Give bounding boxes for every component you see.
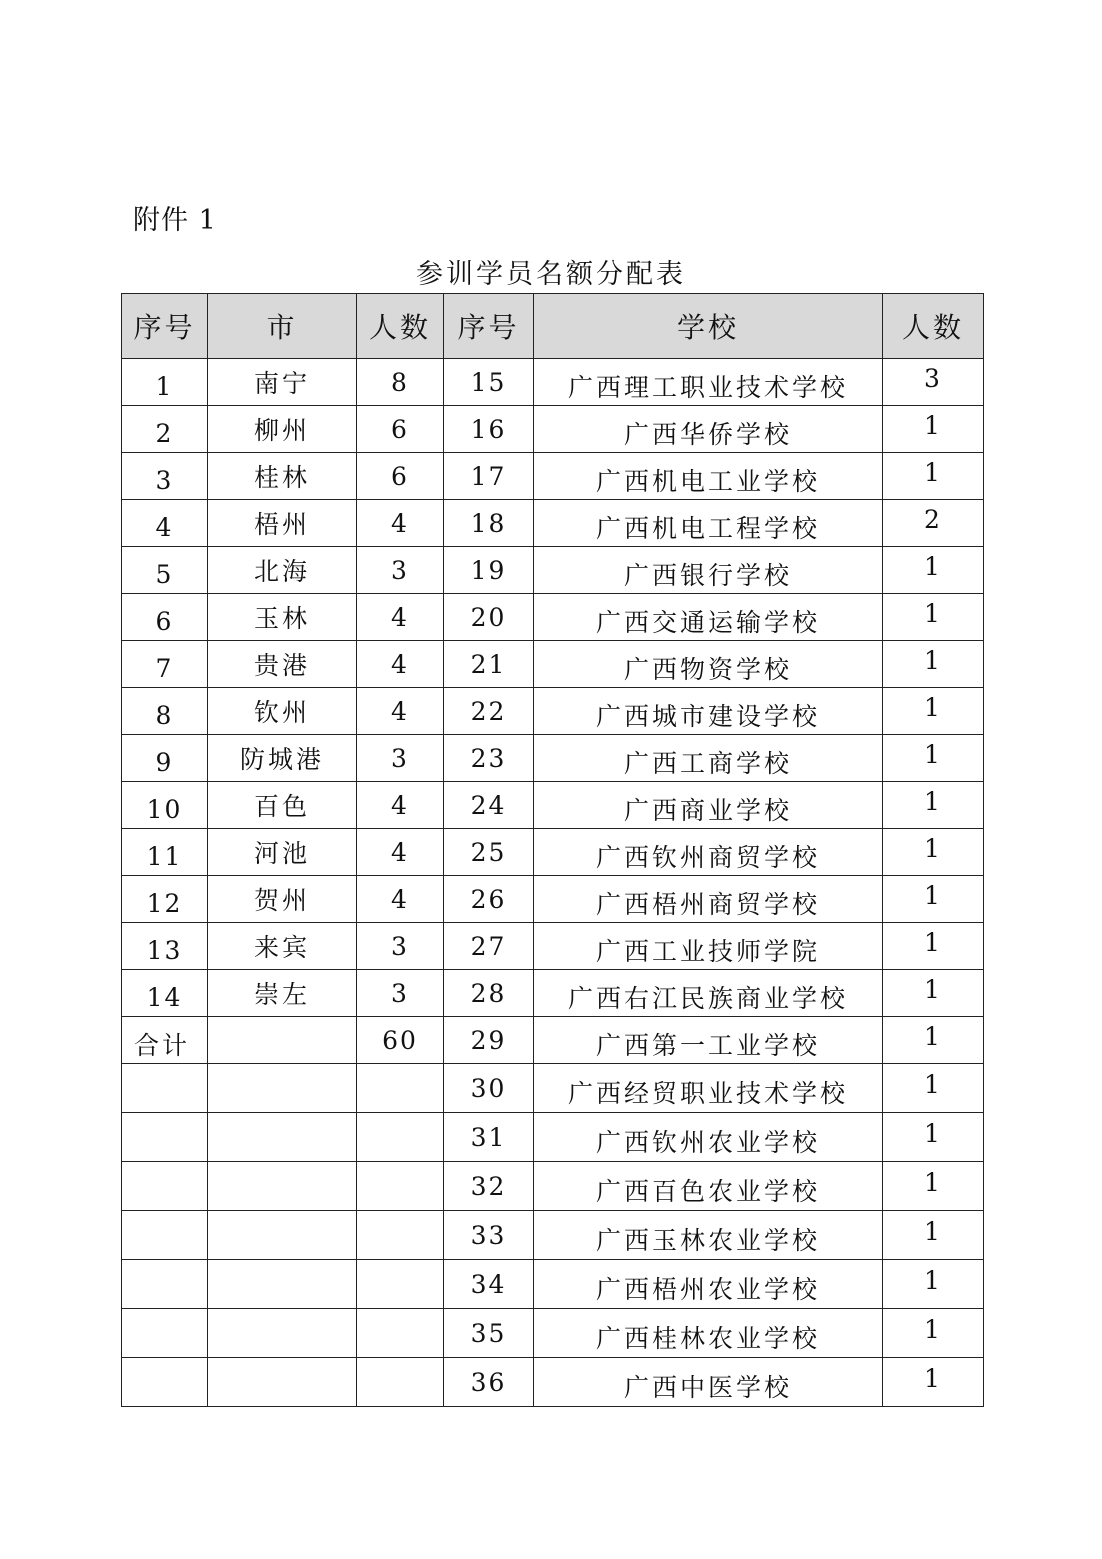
school-name-cell-text: 广西右江民族商业学校 (567, 984, 848, 1013)
city-name-cell (208, 359, 357, 406)
city-count-cell-text: 4 (391, 508, 409, 538)
city-count-cell-text: 4 (391, 837, 409, 867)
school-name-cell-text: 广西梧州商贸学校 (595, 890, 820, 919)
school-index-cell-text: 29 (470, 1025, 507, 1055)
school-name-cell-text: 广西钦州商贸学校 (595, 843, 820, 872)
city-name-cell (208, 547, 357, 594)
school-index-cell-text: 26 (470, 884, 507, 914)
school-index-cell-text: 36 (470, 1367, 507, 1397)
city-index-cell (122, 786, 208, 833)
school-index-cell (444, 641, 534, 688)
empty-cell (357, 1162, 444, 1211)
school-count-cell (883, 684, 984, 731)
city-count-cell-text: 4 (391, 696, 409, 726)
school-count-cell-text: 1 (924, 410, 942, 440)
empty-cell (122, 1113, 208, 1162)
city-index-cell (122, 974, 208, 1021)
school-index-cell-text: 16 (470, 414, 507, 444)
school-count-cell-text: 1 (924, 1216, 942, 1246)
total-label-cell-text: 合计 (134, 1031, 191, 1060)
city-count-cell (357, 876, 444, 923)
school-index-cell (444, 500, 534, 547)
total-count-cell (357, 1017, 444, 1064)
city-count-cell (357, 782, 444, 829)
school-name-cell (534, 1021, 883, 1068)
city-name-cell-text: 南宁 (253, 369, 310, 398)
school-index-cell-text: 22 (470, 696, 507, 726)
school-count-cell-text: 1 (924, 551, 942, 581)
city-index-cell (122, 880, 208, 927)
school-name-cell-text: 广西交通运输学校 (595, 608, 820, 637)
school-name-cell (534, 739, 883, 786)
city-count-cell (357, 688, 444, 735)
table-row (122, 829, 984, 876)
school-name-cell-text: 广西理工职业技术学校 (567, 373, 848, 402)
city-index-cell (122, 833, 208, 880)
school-count-cell (883, 825, 984, 872)
city-name-cell (208, 735, 357, 782)
school-count-cell (883, 637, 984, 684)
school-name-cell (534, 833, 883, 880)
city-index-cell (122, 504, 208, 551)
school-count-cell-text: 1 (924, 739, 942, 769)
city-index-cell (122, 410, 208, 457)
school-count-cell (883, 872, 984, 919)
school-name-cell-text: 广西工商学校 (623, 749, 792, 778)
city-count-cell (357, 359, 444, 406)
school-count-cell-text: 1 (924, 833, 942, 863)
school-name-cell (534, 692, 883, 739)
table-row (122, 782, 984, 829)
city-index-cell-text: 2 (155, 418, 174, 448)
city-index-cell-text: 7 (155, 653, 174, 683)
school-index-cell (444, 359, 534, 406)
school-count-cell-text: 1 (924, 598, 942, 628)
city-count-cell (357, 641, 444, 688)
school-count-cell (883, 731, 984, 778)
city-name-cell-text: 百色 (253, 792, 310, 821)
school-name-cell (534, 786, 883, 833)
table-row (122, 641, 984, 688)
school-index-cell (444, 406, 534, 453)
header-school-index: 序号 (444, 294, 534, 359)
school-name-cell (534, 551, 883, 598)
empty-cell (357, 1113, 444, 1162)
school-count-cell-text: 2 (924, 504, 942, 534)
city-name-cell (208, 829, 357, 876)
school-name-cell (534, 410, 883, 457)
school-name-cell (534, 1068, 883, 1117)
city-index-cell (122, 739, 208, 786)
city-count-cell-text: 4 (391, 884, 409, 914)
city-count-cell-text: 6 (391, 461, 409, 491)
total-count-cell-text: 60 (382, 1025, 418, 1055)
table-row (122, 406, 984, 453)
empty-cell (357, 1211, 444, 1260)
table-row (122, 876, 984, 923)
empty-cell (357, 1064, 444, 1113)
school-index-cell (444, 1309, 534, 1358)
school-name-cell-text: 广西机电工业学校 (595, 467, 820, 496)
city-name-cell (208, 923, 357, 970)
school-index-cell (444, 970, 534, 1017)
city-name-cell (208, 641, 357, 688)
city-count-cell (357, 970, 444, 1017)
city-name-cell (208, 406, 357, 453)
header-city-count: 人数 (357, 294, 444, 359)
school-name-cell (534, 927, 883, 974)
school-count-cell (883, 1256, 984, 1305)
school-name-cell (534, 598, 883, 645)
document-title: 参训学员名额分配表 (416, 259, 686, 290)
city-name-cell (208, 782, 357, 829)
city-count-cell (357, 923, 444, 970)
school-index-cell (444, 923, 534, 970)
city-count-cell (357, 829, 444, 876)
school-index-cell-text: 33 (470, 1220, 507, 1250)
school-count-cell (883, 1207, 984, 1256)
empty-cell (208, 1309, 357, 1358)
city-index-cell (122, 645, 208, 692)
school-count-cell (883, 355, 984, 402)
table-row (122, 453, 984, 500)
table-body (122, 359, 984, 1407)
table-row (122, 735, 984, 782)
school-count-cell-text: 1 (924, 1069, 942, 1099)
school-count-cell (883, 1305, 984, 1354)
city-index-cell (122, 598, 208, 645)
school-index-cell-text: 21 (470, 649, 507, 679)
school-name-cell (534, 880, 883, 927)
table-row (122, 688, 984, 735)
city-name-cell (208, 688, 357, 735)
school-name-cell-text: 广西百色农业学校 (595, 1177, 820, 1206)
city-index-cell-text: 3 (155, 465, 174, 495)
table-row (122, 359, 984, 406)
school-index-cell (444, 1358, 534, 1407)
school-index-cell (444, 876, 534, 923)
school-name-cell-text: 广西银行学校 (623, 561, 792, 590)
empty-cell (357, 1260, 444, 1309)
header-city-index: 序号 (122, 294, 208, 359)
school-index-cell-text: 15 (470, 367, 507, 397)
empty-cell (122, 1162, 208, 1211)
city-index-cell (122, 692, 208, 739)
city-name-cell (208, 594, 357, 641)
city-count-cell (357, 453, 444, 500)
city-name-cell-text: 梧州 (253, 510, 310, 539)
school-name-cell-text: 广西商业学校 (623, 796, 792, 825)
city-name-cell-text: 柳州 (253, 416, 310, 445)
city-index-cell-text: 9 (155, 747, 174, 777)
school-index-cell (444, 1113, 534, 1162)
school-name-cell-text: 广西钦州农业学校 (595, 1128, 820, 1157)
school-count-cell (883, 1158, 984, 1207)
city-index-cell-text: 11 (146, 841, 183, 871)
city-count-cell-text: 3 (391, 931, 409, 961)
school-index-cell (444, 547, 534, 594)
school-index-cell-text: 25 (470, 837, 507, 867)
city-name-cell-text: 钦州 (253, 698, 310, 727)
city-name-cell-text: 桂林 (253, 463, 310, 492)
school-index-cell (444, 1260, 534, 1309)
empty-cell (122, 1211, 208, 1260)
city-index-cell-text: 1 (155, 371, 174, 401)
city-index-cell-text: 6 (155, 606, 174, 636)
empty-cell (208, 1260, 357, 1309)
empty-cell (208, 1358, 357, 1407)
city-index-cell (122, 927, 208, 974)
table-header-row (122, 294, 984, 359)
city-name-cell (208, 453, 357, 500)
city-index-cell-text: 10 (146, 794, 183, 824)
school-count-cell (883, 590, 984, 637)
school-index-cell-text: 30 (470, 1073, 507, 1103)
school-name-cell (534, 363, 883, 410)
school-index-cell-text: 20 (470, 602, 507, 632)
city-count-cell-text: 3 (391, 555, 409, 585)
school-count-cell (883, 1354, 984, 1403)
empty-cell (208, 1211, 357, 1260)
city-name-cell-text: 崇左 (253, 980, 310, 1009)
school-name-cell (534, 504, 883, 551)
school-count-cell-text: 1 (924, 457, 942, 487)
city-name-cell-text: 北海 (253, 557, 310, 586)
empty-cell (208, 1162, 357, 1211)
city-count-cell-text: 3 (391, 743, 409, 773)
school-name-cell-text: 广西经贸职业技术学校 (567, 1079, 848, 1108)
empty-cell (122, 1064, 208, 1113)
school-count-cell-text: 1 (924, 880, 942, 910)
school-count-cell-text: 1 (924, 1363, 942, 1393)
school-index-cell (444, 1162, 534, 1211)
attachment-label: 附件 1 (133, 205, 217, 236)
school-name-cell (534, 974, 883, 1021)
school-name-cell-text: 广西第一工业学校 (595, 1031, 820, 1060)
empty-cell (208, 1064, 357, 1113)
school-count-cell-text: 1 (924, 1265, 942, 1295)
school-name-cell-text: 广西梧州农业学校 (595, 1275, 820, 1304)
city-count-cell (357, 406, 444, 453)
school-index-cell-text: 27 (470, 931, 507, 961)
school-name-cell (534, 1313, 883, 1362)
school-name-cell-text: 广西城市建设学校 (595, 702, 820, 731)
city-count-cell-text: 3 (391, 978, 409, 1008)
city-index-cell-text: 12 (146, 888, 183, 918)
table-row (122, 1260, 984, 1309)
empty-cell (357, 1309, 444, 1358)
empty-cell (208, 1113, 357, 1162)
table-row (122, 923, 984, 970)
school-count-cell (883, 1109, 984, 1158)
city-count-cell (357, 594, 444, 641)
school-count-cell (883, 449, 984, 496)
city-name-cell-text: 河池 (253, 839, 310, 868)
school-index-cell-text: 28 (470, 978, 507, 1008)
school-index-cell-text: 23 (470, 743, 507, 773)
school-index-cell (444, 1211, 534, 1260)
city-name-cell (208, 970, 357, 1017)
city-name-cell-text: 来宾 (253, 933, 310, 962)
city-index-cell-text: 13 (146, 935, 183, 965)
empty-cell (122, 1358, 208, 1407)
school-count-cell (883, 1060, 984, 1109)
city-name-cell (208, 876, 357, 923)
city-count-cell-text: 4 (391, 790, 409, 820)
school-name-cell-text: 广西机电工程学校 (595, 514, 820, 543)
city-count-cell (357, 500, 444, 547)
school-count-cell-text: 1 (924, 645, 942, 675)
school-name-cell-text: 广西中医学校 (623, 1373, 792, 1402)
city-count-cell-text: 4 (391, 602, 409, 632)
header-school: 学校 (534, 294, 883, 359)
school-index-cell (444, 1017, 534, 1064)
school-count-cell-text: 1 (924, 1314, 942, 1344)
school-count-cell-text: 1 (924, 692, 942, 722)
school-count-cell (883, 496, 984, 543)
school-count-cell (883, 966, 984, 1013)
school-name-cell-text: 广西物资学校 (623, 655, 792, 684)
school-name-cell (534, 1264, 883, 1313)
city-index-cell-text: 5 (155, 559, 174, 589)
school-count-cell (883, 778, 984, 825)
header-school-count: 人数 (883, 294, 984, 359)
school-index-cell (444, 453, 534, 500)
school-name-cell-text: 广西华侨学校 (623, 420, 792, 449)
city-name-cell-text: 防城港 (239, 745, 324, 774)
table-row (122, 594, 984, 641)
school-count-cell-text: 1 (924, 786, 942, 816)
school-count-cell (883, 402, 984, 449)
city-index-cell-text: 8 (155, 700, 174, 730)
school-index-cell (444, 829, 534, 876)
school-index-cell (444, 1064, 534, 1113)
city-name-cell (208, 500, 357, 547)
empty-cell (357, 1358, 444, 1407)
city-count-cell-text: 8 (391, 367, 409, 397)
school-name-cell (534, 1362, 883, 1411)
empty-cell (122, 1260, 208, 1309)
school-name-cell (534, 1117, 883, 1166)
school-index-cell-text: 18 (470, 508, 507, 538)
school-index-cell-text: 19 (470, 555, 507, 585)
city-count-cell-text: 6 (391, 414, 409, 444)
school-index-cell (444, 688, 534, 735)
school-index-cell-text: 34 (470, 1269, 507, 1299)
school-count-cell-text: 1 (924, 1021, 942, 1051)
school-index-cell-text: 32 (470, 1171, 507, 1201)
city-index-cell (122, 457, 208, 504)
table-row (122, 500, 984, 547)
table-row (122, 547, 984, 594)
city-count-cell-text: 4 (391, 649, 409, 679)
school-count-cell-text: 1 (924, 927, 942, 957)
school-index-cell-text: 24 (470, 790, 507, 820)
school-name-cell (534, 645, 883, 692)
header-city: 市 (208, 294, 357, 359)
table-row (122, 1358, 984, 1407)
table-row (122, 1064, 984, 1113)
school-name-cell (534, 1215, 883, 1264)
school-count-cell-text: 1 (924, 974, 942, 1004)
table-row (122, 1211, 984, 1260)
table-row (122, 1309, 984, 1358)
school-index-cell-text: 17 (470, 461, 507, 491)
city-count-cell (357, 735, 444, 782)
city-name-cell-text: 玉林 (253, 604, 310, 633)
school-index-cell (444, 782, 534, 829)
school-count-cell-text: 1 (924, 1118, 942, 1148)
school-count-cell-text: 1 (924, 1167, 942, 1197)
school-count-cell (883, 1013, 984, 1060)
school-count-cell (883, 543, 984, 590)
city-name-cell-text: 贵港 (253, 651, 310, 680)
school-index-cell-text: 35 (470, 1318, 507, 1348)
table-row (122, 1162, 984, 1211)
school-name-cell (534, 1166, 883, 1215)
school-index-cell (444, 594, 534, 641)
school-count-cell-text: 3 (924, 363, 942, 393)
table-row (122, 1113, 984, 1162)
school-count-cell (883, 919, 984, 966)
city-index-cell (122, 363, 208, 410)
city-count-cell (357, 547, 444, 594)
total-empty-cell (208, 1017, 357, 1064)
school-name-cell-text: 广西玉林农业学校 (595, 1226, 820, 1255)
table-row (122, 1017, 984, 1064)
city-index-cell (122, 551, 208, 598)
city-index-cell-text: 14 (146, 982, 183, 1012)
total-label-cell (122, 1021, 208, 1068)
school-index-cell-text: 31 (470, 1122, 507, 1152)
school-index-cell (444, 735, 534, 782)
table-row (122, 970, 984, 1017)
city-name-cell-text: 贺州 (253, 886, 310, 915)
quota-allocation-table (121, 293, 984, 1407)
empty-cell (122, 1309, 208, 1358)
school-name-cell-text: 广西工业技师学院 (595, 937, 820, 966)
school-name-cell (534, 457, 883, 504)
city-index-cell-text: 4 (155, 512, 174, 542)
school-name-cell-text: 广西桂林农业学校 (595, 1324, 820, 1353)
